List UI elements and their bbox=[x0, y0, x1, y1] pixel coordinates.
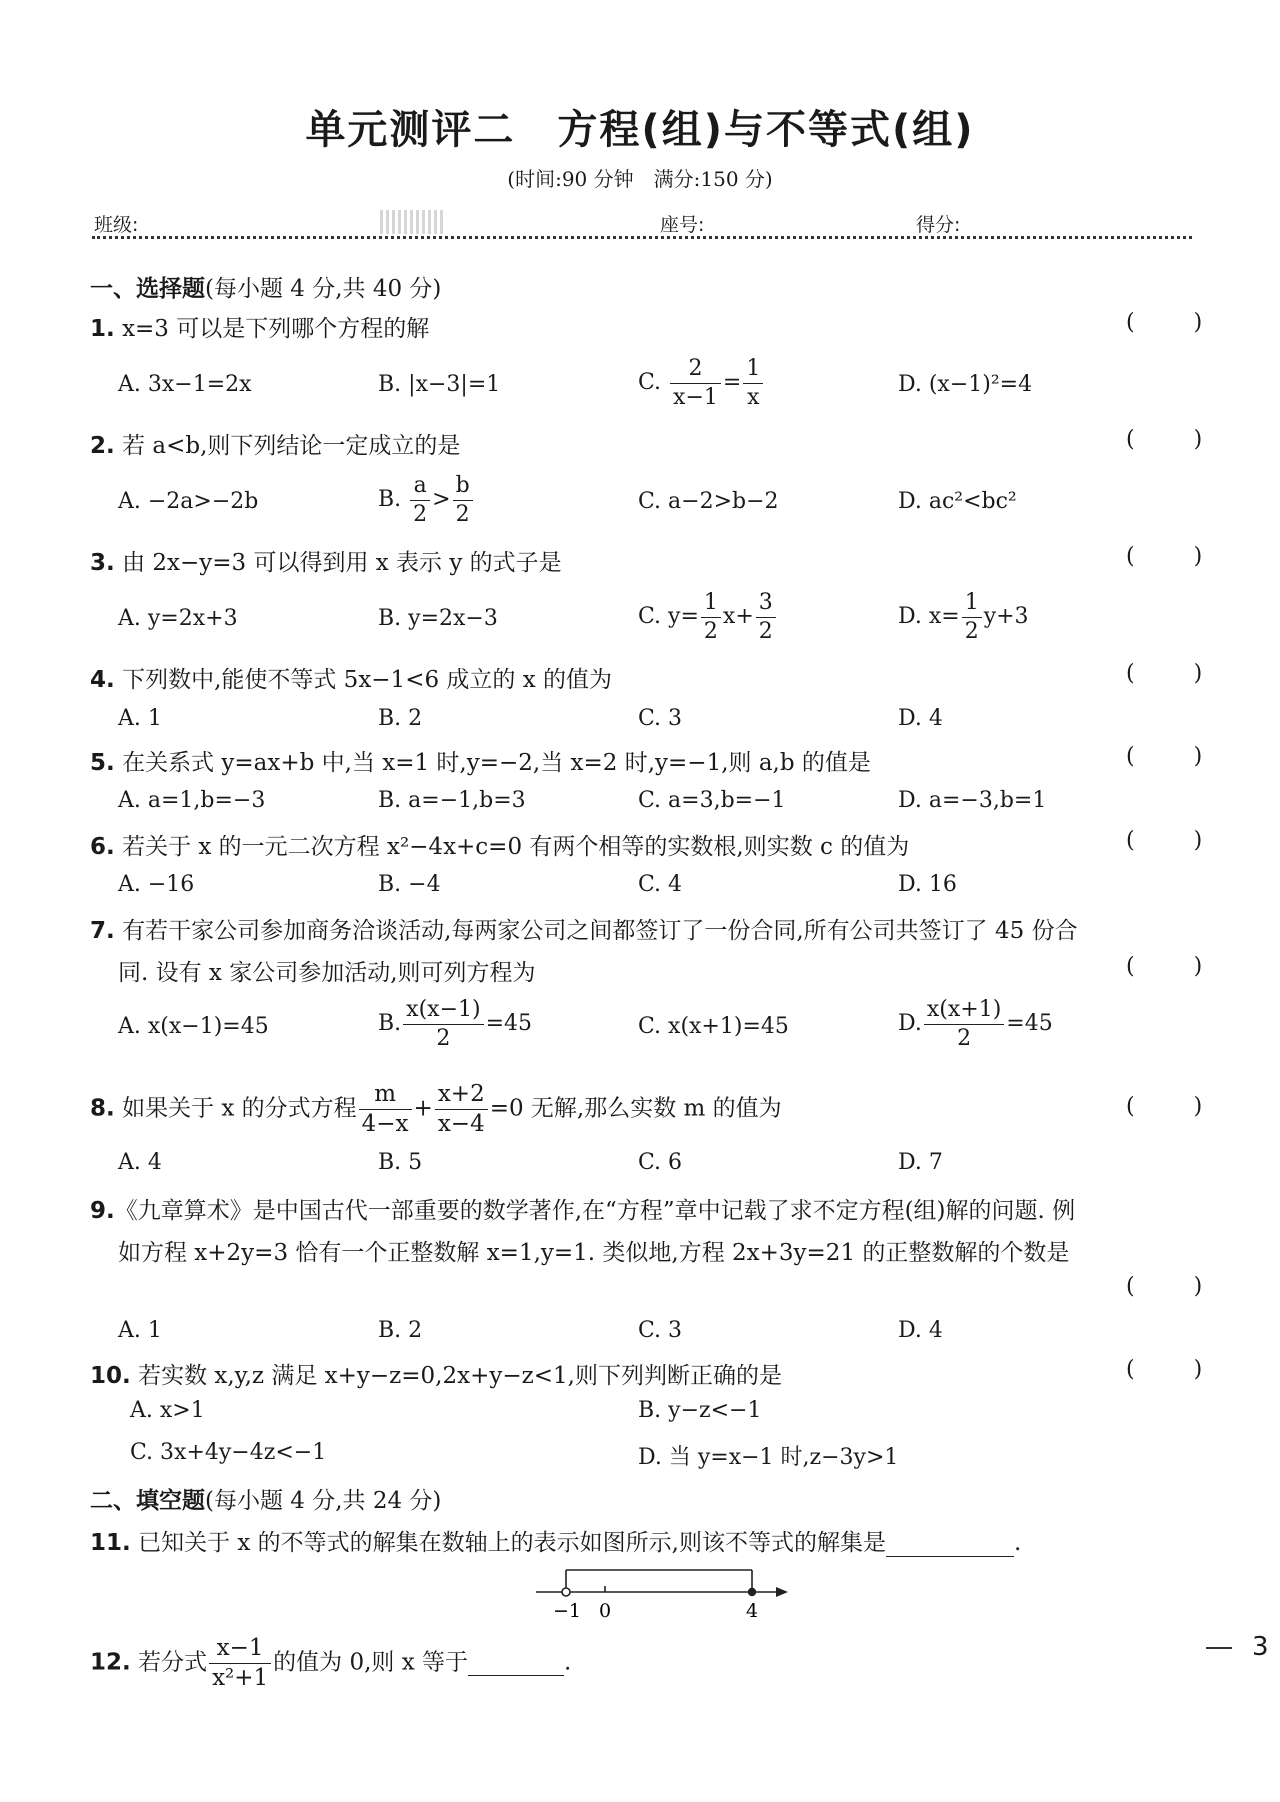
q9-option-c: C. 3 bbox=[638, 1318, 683, 1343]
question-8: 8. 如果关于 x 的分式方程 $\frac{m}{4-x}$ + $\frac{x+2}{x-4}$ =0 无解,那么实数 m 的值为 bbox=[90, 1081, 782, 1137]
q6-option-c: C. 4 bbox=[638, 872, 683, 897]
section-label: 二、填空题 bbox=[90, 1488, 205, 1514]
class-label: 班级: bbox=[94, 214, 139, 236]
question-1: 1. x=3 可以是下列哪个方程的解 bbox=[90, 316, 430, 342]
open-endpoint bbox=[562, 1588, 570, 1596]
q6-option-d: D. 16 bbox=[898, 872, 957, 897]
q3-option-b: B. y=2x−3 bbox=[378, 606, 498, 631]
question-5: 5. 在关系式 y=ax+b 中,当 x=1 时,y=−2,当 x=2 时,y=−1,则 a,b 的值是 bbox=[90, 750, 871, 776]
section-note: (每小题 4 分,共 24 分) bbox=[205, 1488, 442, 1514]
section-label: 一、选择题 bbox=[90, 276, 205, 302]
q3-option-d: D. x= $\frac{1}{2}$ y+3 bbox=[898, 590, 1029, 644]
q10-option-c: C. 3x+4y−4z<−1 bbox=[130, 1440, 327, 1465]
axis-arrow-icon bbox=[776, 1587, 788, 1597]
q4-option-d: D. 4 bbox=[898, 706, 943, 731]
exam-time-score: (时间:90 分钟 满分:150 分) bbox=[507, 167, 773, 191]
header-divider bbox=[92, 236, 1192, 239]
question-12: 12. 若分式 $\frac{x-1}{\text{x²+1}}$ 的值为 0,则 x 等于 . bbox=[90, 1635, 572, 1691]
question-9-cont: 如方程 x+2y=3 恰有一个正整数解 x=1,y=1. 类似地,方程 2x+3y=21 的正整数解的个数是 bbox=[118, 1240, 1070, 1266]
answer-paren-9: ( ) bbox=[1126, 1274, 1229, 1299]
answer-paren-4: ( ) bbox=[1126, 661, 1229, 686]
axis-label-neg1: −1 bbox=[553, 1600, 582, 1622]
q7-option-b: B. $\frac{x(x-1)}{2}$ =45 bbox=[378, 997, 533, 1051]
score-label: 得分: bbox=[916, 214, 961, 236]
answer-paren-6: ( ) bbox=[1126, 828, 1229, 853]
q5-option-b: B. a=−1,b=3 bbox=[378, 788, 526, 813]
answer-blank-11[interactable] bbox=[886, 1530, 1014, 1557]
q4-option-c: C. 3 bbox=[638, 706, 683, 731]
question-6: 6. 若关于 x 的一元二次方程 x²−4x+c=0 有两个相等的实数根,则实数 c 的值为 bbox=[90, 834, 910, 860]
question-7: 7. 有若干家公司参加商务洽谈活动,每两家公司之间都签订了一份合同,所有公司共签订了 45 份合 bbox=[90, 918, 1078, 944]
page-number: 3 bbox=[1252, 1632, 1269, 1662]
q8-option-a: A. 4 bbox=[118, 1150, 162, 1175]
closed-endpoint bbox=[748, 1588, 756, 1596]
answer-paren-8: ( ) bbox=[1126, 1094, 1229, 1119]
number-line-figure bbox=[536, 1560, 796, 1622]
q10-option-d: D. 当 y=x−1 时,z−3y>1 bbox=[638, 1445, 899, 1470]
section-heading-fill bbox=[90, 1482, 441, 1515]
page-number-rule bbox=[1206, 1647, 1232, 1649]
q2-option-d: D. ac²<bc² bbox=[898, 489, 1017, 514]
question-7-cont: 同. 设有 x 家公司参加活动,则可列方程为 bbox=[118, 960, 536, 986]
seat-label: 座号: bbox=[660, 214, 705, 236]
answer-paren-1: ( ) bbox=[1126, 310, 1229, 335]
q4-option-a: A. 1 bbox=[118, 706, 162, 731]
q10-option-a: A. x>1 bbox=[130, 1398, 205, 1423]
question-3: 3. 由 2x−y=3 可以得到用 x 表示 y 的式子是 bbox=[90, 550, 562, 576]
q1-option-c: C. $\frac{2}{x-1}$ = $\frac{1}{x}$ bbox=[638, 355, 765, 411]
q6-option-a: A. −16 bbox=[118, 872, 195, 897]
answer-paren-7: ( ) bbox=[1126, 954, 1229, 979]
redacted-mark bbox=[380, 210, 446, 234]
axis-label-0: 0 bbox=[599, 1600, 612, 1622]
question-9: 9.《九章算术》是中国古代一部重要的数学著作,在“方程”章中记载了求不定方程(组)解的问题. 例 bbox=[90, 1198, 1076, 1224]
answer-paren-2: ( ) bbox=[1126, 427, 1229, 452]
question-11: 11. 已知关于 x 的不等式的解集在数轴上的表示如图所示,则该不等式的解集是 . bbox=[90, 1530, 1022, 1556]
q9-option-d: D. 4 bbox=[898, 1318, 943, 1343]
answer-paren-5: ( ) bbox=[1126, 744, 1229, 769]
q1-option-a: A. 3x−1=2x bbox=[118, 372, 252, 397]
q7-option-d: D. $\frac{x(x+1)}{2}$ =45 bbox=[898, 997, 1053, 1051]
question-10: 10. 若实数 x,y,z 满足 x+y−z=0,2x+y−z<1,则下列判断正确的是 bbox=[90, 1363, 782, 1389]
answer-paren-10: ( ) bbox=[1126, 1357, 1229, 1382]
q5-option-c: C. a=3,b=−1 bbox=[638, 788, 786, 813]
question-2: 2. 若 a<b,则下列结论一定成立的是 bbox=[90, 433, 461, 459]
q2-option-c: C. a−2>b−2 bbox=[638, 489, 779, 514]
q8-option-d: D. 7 bbox=[898, 1150, 943, 1175]
q5-option-a: A. a=1,b=−3 bbox=[118, 788, 266, 813]
q6-option-b: B. −4 bbox=[378, 872, 441, 897]
q9-option-a: A. 1 bbox=[118, 1318, 162, 1343]
q1-option-d: D. (x−1)²=4 bbox=[898, 372, 1033, 397]
question-4: 4. 下列数中,能使不等式 5x−1<6 成立的 x 的值为 bbox=[90, 667, 613, 693]
answer-paren-3: ( ) bbox=[1126, 544, 1229, 569]
q3-option-a: A. y=2x+3 bbox=[118, 606, 238, 631]
q2-option-b: B. $\frac{a}{2}$ > $\frac{b}{2}$ bbox=[378, 472, 475, 528]
q2-option-a: A. −2a>−2b bbox=[118, 489, 259, 514]
axis-label-4: 4 bbox=[746, 1600, 759, 1622]
q8-option-c: C. 6 bbox=[638, 1150, 683, 1175]
q5-option-d: D. a=−3,b=1 bbox=[898, 788, 1047, 813]
q1-option-b: B. |x−3|=1 bbox=[378, 372, 501, 397]
q8-option-b: B. 5 bbox=[378, 1150, 423, 1175]
q4-option-b: B. 2 bbox=[378, 706, 423, 731]
answer-blank-12[interactable] bbox=[468, 1649, 564, 1676]
section-heading-choice bbox=[90, 270, 441, 303]
section-note: (每小题 4 分,共 40 分) bbox=[205, 276, 442, 302]
q7-option-c: C. x(x+1)=45 bbox=[638, 1014, 789, 1039]
q9-option-b: B. 2 bbox=[378, 1318, 423, 1343]
q3-option-c: C. y= $\frac{1}{2}$ x+ $\frac{3}{2}$ bbox=[638, 589, 778, 645]
q7-option-a: A. x(x−1)=45 bbox=[118, 1014, 269, 1039]
page-title: 单元测评二 方程(组)与不等式(组) bbox=[305, 107, 975, 153]
q10-option-b: B. y−z<−1 bbox=[638, 1398, 762, 1423]
